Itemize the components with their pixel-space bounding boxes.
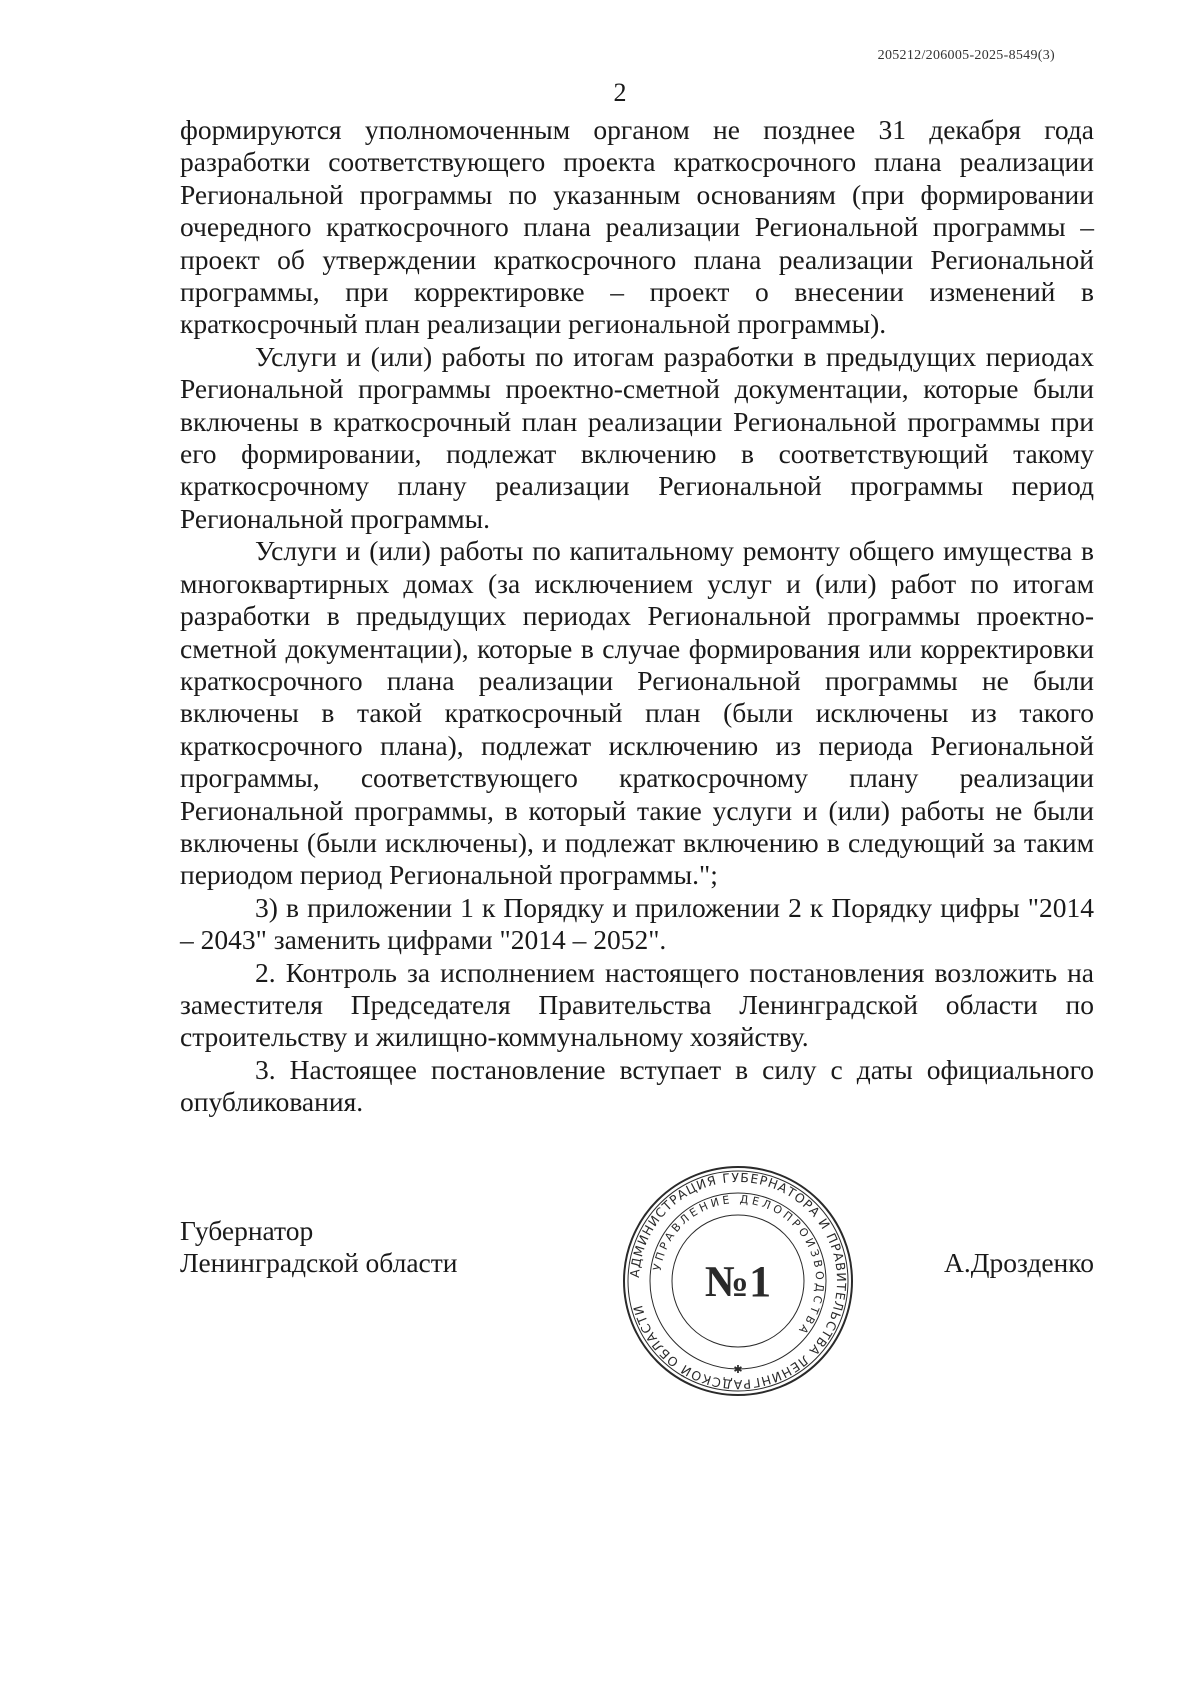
official-seal [620,1163,856,1399]
paragraph-services-capital-repair: Услуги и (или) работы по капитальному ремонту общего имущества в многоквартирных домах (за исключением услуг и (или) работ по итогам разработки в предыдущих периодах Региональной программы проектно-сметной документации), которые в случае формирования или корректировки краткосрочного плана реализации Региональной программы не были включены в такой краткосрочный план (были исключены из такого краткосрочного плана), подлежат исключению из периода Региональной программы, соответствующего краткосрочному плану реализации Региональной программы, в который такие услуги и (или) работы не были включены (были исключены), и подлежат включению в следующий за таким периодом период Региональной программы."; [180,535,1094,891]
signatory-title-line1: Губернатор [180,1215,314,1246]
seal-outer-text: АДМИНИСТРАЦИЯ ГУБЕРНАТОРА И ПРАВИТЕЛЬСТВА ЛЕНИНГРАДСКОЙ ОБЛАСТИ [626,1169,850,1393]
page-number: 2 [613,78,627,107]
signatory-name: А.Дрозденко [944,1247,1094,1278]
paragraph-effective-date: 3. Настоящее постановление вступает в силу с даты официального опубликования. [180,1053,1094,1118]
seal-graphic [620,1163,856,1399]
document-registration-number: 205212/206005-2025-8549(3) [877,48,1055,63]
paragraph-services-design-docs: Услуги и (или) работы по итогам разработки в предыдущих периодах Региональной программы проектно-сметной документации, которые были включены в краткосрочный план реализации Региональной программы при его формировании, подлежат включению в соответствующий такому краткосрочному плану реализации Региональной программы период Региональной программы. [180,340,1094,534]
signatory-title-line2: Ленинградской области [180,1247,458,1279]
paragraph-item-3-appendix: 3) в приложении 1 к Порядку и приложении 2 к Порядку цифры "2014 – 2043" заменить цифрами "2014 – 2052". [180,891,1094,956]
document-body [180,114,1094,1119]
paragraph-continuation: формируются уполномоченным органом не позднее 31 декабря года разработки соответствующего проекта краткосрочного плана реализации Региональной программы по указанным основаниям (при формировании очередного краткосрочного плана реализации Региональной программы – проект об утверждении краткосрочного плана реализации Региональной программы, при корректировке – проект о внесении изменений в краткосрочный план реализации региональной программы). [180,114,1094,340]
seal-star-icon: ✱ [733,1363,743,1376]
seal-center-number: №1 [704,1257,772,1306]
paragraph-control-clause: 2. Контроль за исполнением настоящего постановления возложить на заместителя Председателя Правительства Ленинградской области по строительству и жилищно-коммунальному хозяйству. [180,956,1094,1053]
signatory-title [180,1215,457,1280]
seal-inner-text: УПРАВЛЕНИЕ ДЕЛОПРОИЗВОДСТВА [650,1192,827,1339]
